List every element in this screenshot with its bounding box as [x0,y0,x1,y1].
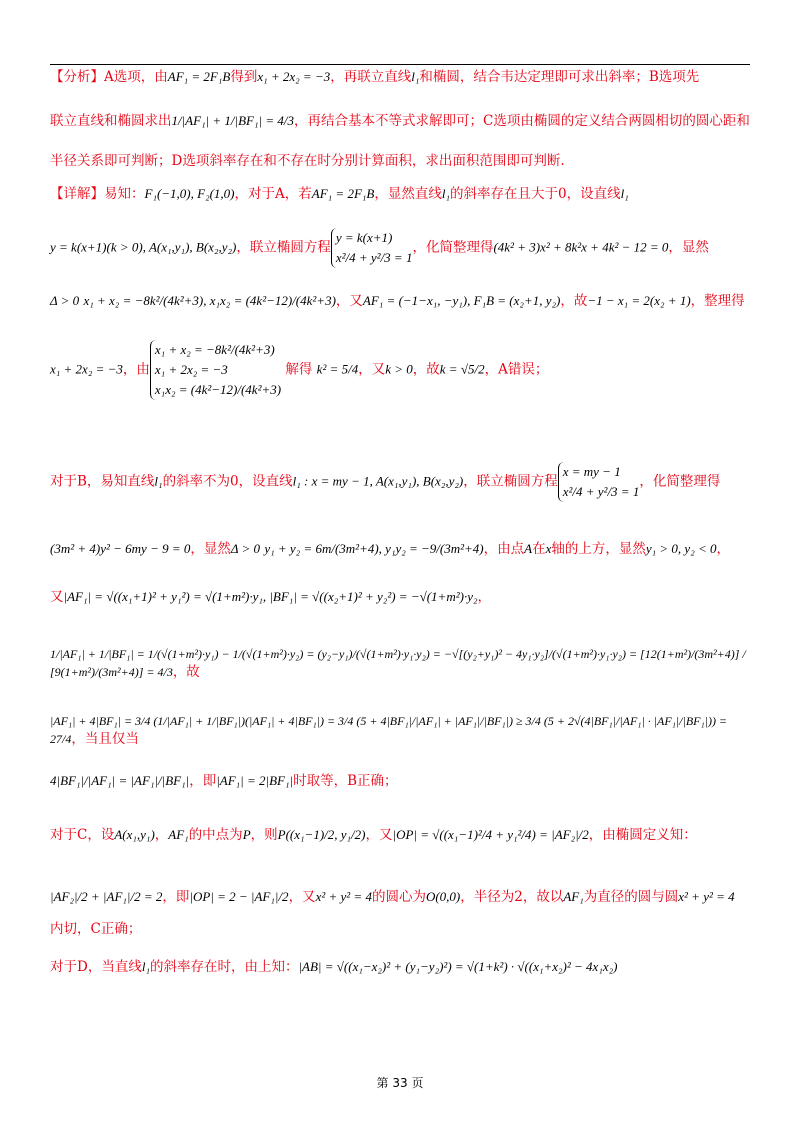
header-rule [50,64,750,65]
detail-tag: 【详解】 [50,186,104,202]
partB-line-2: (3m² + 4)y² − 6my − 9 = 0，显然Δ > 0 y₁ + y₂ = 6m/(3m²+4), y₁y₂ = −9/(3m²+4)，由点A在x轴的上方，显然y₁ > 0, y₂ < 0， [50,541,730,557]
partB-line-6: 4|BF₁|/|AF₁| = |AF₁|/|BF₁|，即|AF₁| = 2|BF₁|时取等，B正确； [50,773,398,789]
detail-line-2: y = k(x+1)(k > 0), A(x₁,y₁), B(x₂,y₂)，联立椭圆方程 y = k(x+1) x²/4 + y²/3 = 1 ，化简整理得(4k² + 3)x² + 8k²x + 4k² − 12 = 0，显然 [50,228,755,268]
ellipse-system-a: y = k(x+1) x²/4 + y²/3 = 1 [331,228,413,268]
reciprocal-sum-formula: 1/|AF₁| + 1/|BF₁| = 4/3 [171,113,294,128]
vector-equation: AF₁ = 2F₁B [167,69,231,84]
analysis-line-3: 半径关系即可判断；D选项斜率存在和不存在时分别计算面积，求出面积范围即可判断. [50,153,565,169]
partD-line-1: 对于D，当直线l₁的斜率存在时，由上知：|AB| = √((x₁−x₂)² + (y₁−y₂)²) = √(1+k²) · √((x₁+x₂)² − 4x₁x₂) [50,959,618,975]
partC-line-2: |AF₂|/2 + |AF₁|/2 = 2，即|OP| = 2 − |AF₁|/2，又x² + y² = 4的圆心为O(0,0)，半径为2，故以AF₁为直径的圆与圆x² + y² = 4 [50,889,735,905]
partC-line-1: 对于C，设A(x₁,y₁)，AF₁的中点为P，则P((x₁−1)/2, y₁/2)，又|OP| = √((x₁−1)²/4 + y₁²/4) = |AF₂|/2，由椭圆定义知： [50,827,697,843]
analysis-line-1: 【分析】A选项，由AF₁ = 2F₁B得到x₁ + 2x₂ = −3，再联立直线l₁和椭圆，结合韦达定理即可求出斜率；B选项先 [50,69,700,85]
partB-line-1: 对于B，易知直线l₁的斜率不为0，设直线l₁ : x = my − 1, A(x₁,y₁), B(x₂,y₂)，联立椭圆方程 x = my − 1 x²/4 + y²/3 = 1 ，化简整理得 [50,462,755,502]
analysis-tag: 【分析】 [50,69,104,85]
partB-line-3: 又|AF₁| = √((x₁+1)² + y₁²) = √(1+m²)·y₁, |BF₁| = √((x₂+1)² + y₂²) = −√(1+m²)·y₂， [50,589,491,605]
partB-line-4: 1/|AF₁| + 1/|BF₁| = 1/(√(1+m²)·y₁) − 1/(√(1+m²)·y₂) = (y₂−y₁)/(√(1+m²)·y₁·y₂) = −√[(y₂+y₁)² − 4y₁·y₂]/(√(1+m²)·y₁·y₂) = [12(1+m²)/(3m²+4)] / [9(1+m²)/(3m²+4)] = 4/3，故 [50,647,746,680]
partB-line-5: |AF₁| + 4|BF₁| = 3/4 (1/|AF₁| + 1/|BF₁|)(|AF₁| + 4|BF₁|) = 3/4 (5 + 4|BF₁|/|AF₁| + |AF₁|/|BF₁|) ≥ 3/4 (5 + 2√(4|BF₁|/|AF₁| · |AF₁|/|BF₁|)) = 27/4，当且仅当 [50,714,728,747]
analysis-line-2: 联立直线和椭圆求出1/|AF₁| + 1/|BF₁| = 4/3，再结合基本不等式求解即可；C选项由椭圆的定义结合两圆相切的圆心距和 [50,113,750,129]
detail-line-4: x₁ + 2x₂ = −3，由 x₁ + x₂ = −8k²/(4k²+3) x₁ + 2x₂ = −3 x₁x₂ = (4k²−12)/(4k²+3) 解得 k² = 5/4，又k > 0，故k = √5/2，A错误； [50,340,755,400]
vieta-system: x₁ + x₂ = −8k²/(4k²+3) x₁ + 2x₂ = −3 x₁x₂ = (4k²−12)/(4k²+3) [150,340,281,400]
page-number: 第 33 页 [376,1076,424,1090]
detail-line-1: 【详解】易知：F₁(−1,0), F₂(1,0)，对于A，若AF₁ = 2F₁B，显然直线l₁的斜率存在且大于0，设直线l₁ [50,186,629,202]
detail-line-3: Δ > 0 x₁ + x₂ = −8k²/(4k²+3), x₁x₂ = (4k²−12)/(4k²+3)，又AF₁ = (−1−x₁, −y₁), F₁B = (x₂+1, y₂)，故−1 − x₁ = 2(x₂ + 1)，整理得 [50,293,745,309]
partC-line-3: 内切，C正确； [50,921,142,937]
ellipse-system-b: x = my − 1 x²/4 + y²/3 = 1 [558,462,640,502]
